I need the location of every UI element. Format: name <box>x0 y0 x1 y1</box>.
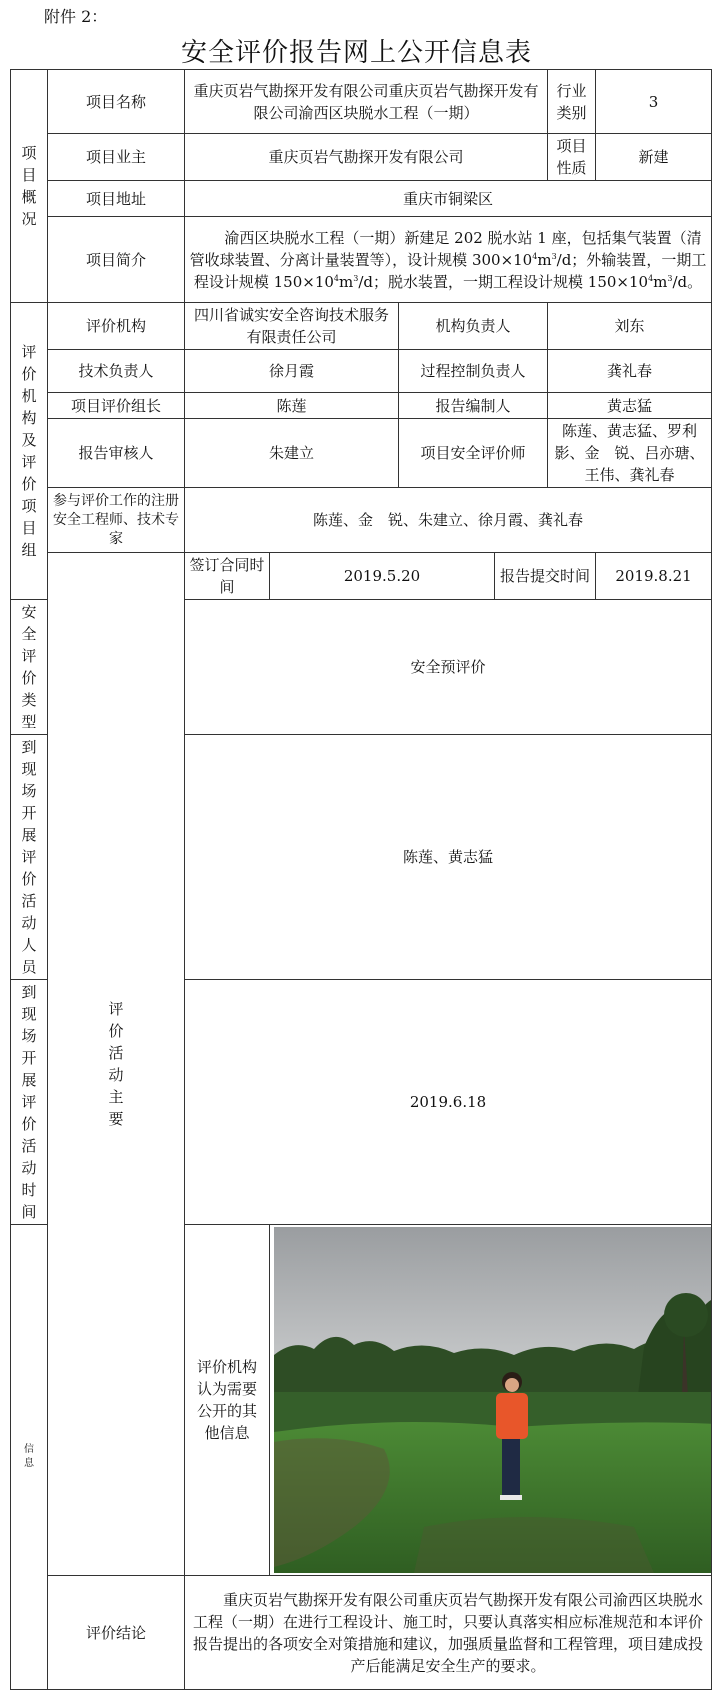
value-tech-head: 徐月霞 <box>185 350 399 393</box>
label-tech-head: 技术负责人 <box>48 350 185 393</box>
label-industry: 行业类别 <box>548 70 596 134</box>
value-agency: 四川省诚实安全咨询技术服务有限责任公司 <box>185 303 399 350</box>
row-contract <box>11 553 712 600</box>
section-overview: 项目概况 <box>11 70 48 303</box>
value-process-head: 龚礼春 <box>548 350 712 393</box>
label-eval-type: 安全评价类型 <box>11 600 48 735</box>
person-jacket <box>496 1393 528 1439</box>
photo-cell <box>270 1225 712 1576</box>
dirt-patch-2 <box>414 1517 654 1573</box>
label-agency: 评价机构 <box>48 303 185 350</box>
value-evaluators: 陈莲、黄志猛、罗利影、金 锐、吕亦瑭、王伟、龚礼春 <box>548 419 712 488</box>
row-leader <box>11 393 712 419</box>
page-title: 安全评价报告网上公开信息表 <box>180 38 532 68</box>
value-project-nature: 新建 <box>596 134 712 181</box>
value-contract-time: 2019.5.20 <box>270 553 495 600</box>
value-onsite-staff: 陈莲、黄志猛 <box>185 735 712 980</box>
value-report-writer: 黄志猛 <box>548 393 712 419</box>
value-project-name: 重庆页岩气勘探开发有限公司重庆页岩气勘探开发有限公司渝西区块脱水工程（一期） <box>185 70 548 134</box>
value-onsite-time: 2019.6.18 <box>185 980 712 1225</box>
value-agency-head: 刘东 <box>548 303 712 350</box>
value-reviewer: 朱建立 <box>185 419 399 488</box>
value-conclusion: 重庆页岩气勘探开发有限公司重庆页岩气勘探开发有限公司渝西区块脱水工程（一期）在进行工程设计、施工时，只要认真落实相应标准规范和本评价报告提出的各项安全对策措施和建议，加强质量监督和工程管理，项目建成投产后能满足安全生产的要求。 <box>185 1576 712 1690</box>
label-reviewer: 报告审核人 <box>48 419 185 488</box>
row-project-name <box>11 70 712 134</box>
label-experts: 参与评价工作的注册安全工程师、技术专家 <box>48 488 185 553</box>
label-project-nature: 项目性质 <box>548 134 596 181</box>
value-industry: 3 <box>596 70 712 134</box>
row-reviewer <box>11 419 712 488</box>
row-project-owner <box>11 134 712 181</box>
person-face <box>505 1378 519 1392</box>
attachment-label: 附件 2： <box>44 7 108 26</box>
value-project-intro: 渝西区块脱水工程（一期）新建足 202 脱水站 1 座，包括集气装置（清管收球装置、分离计量装置等），设计规模 $300\times 10^4m^3/d$；外输装置，一期工程设计规模 $150\times 10^4m^3/d$；脱水装置，一期工程设计规模 $150\times 10^4m^3/d$。 <box>185 217 712 303</box>
section-activity: 评价活动主要 <box>48 553 185 1576</box>
label-conclusion: 评价结论 <box>48 1576 185 1690</box>
label-evaluators: 项目安全评价师 <box>399 419 548 488</box>
label-project-owner: 项目业主 <box>48 134 185 181</box>
section-info: 信息 <box>11 1225 48 1690</box>
person-legs <box>502 1435 520 1497</box>
label-project-intro: 项目简介 <box>48 217 185 303</box>
value-submit-time: 2019.8.21 <box>596 553 712 600</box>
row-project-address <box>11 181 712 217</box>
label-report-writer: 报告编制人 <box>399 393 548 419</box>
section-org: 评价机构及评价项目组 <box>11 303 48 600</box>
info-table <box>10 69 712 1690</box>
row-agency <box>11 303 712 350</box>
label-onsite-time: 到现场开展评价活动时间 <box>11 980 48 1225</box>
row-project-intro <box>11 217 712 303</box>
value-team-leader: 陈莲 <box>185 393 399 419</box>
label-submit-time: 报告提交时间 <box>495 553 596 600</box>
row-experts <box>11 488 712 553</box>
value-eval-type: 安全预评价 <box>185 600 712 735</box>
value-project-owner: 重庆页岩气勘探开发有限公司 <box>185 134 548 181</box>
label-agency-head: 机构负责人 <box>399 303 548 350</box>
label-onsite-staff: 到现场开展评价活动人员 <box>11 735 48 980</box>
label-other-info: 评价机构认为需要公开的其他信息 <box>185 1225 270 1576</box>
row-tech <box>11 350 712 393</box>
tall-tree-crown <box>664 1293 708 1337</box>
label-project-name: 项目名称 <box>48 70 185 134</box>
label-contract-time: 签订合同时间 <box>185 553 270 600</box>
person-shoes <box>500 1495 522 1500</box>
label-team-leader: 项目评价组长 <box>48 393 185 419</box>
value-experts: 陈莲、金 锐、朱建立、徐月霞、龚礼春 <box>185 488 712 553</box>
value-project-address: 重庆市铜梁区 <box>185 181 712 217</box>
row-conclusion <box>11 1576 712 1690</box>
label-process-head: 过程控制负责人 <box>399 350 548 393</box>
site-photo <box>274 1227 712 1573</box>
label-project-address: 项目地址 <box>48 181 185 217</box>
